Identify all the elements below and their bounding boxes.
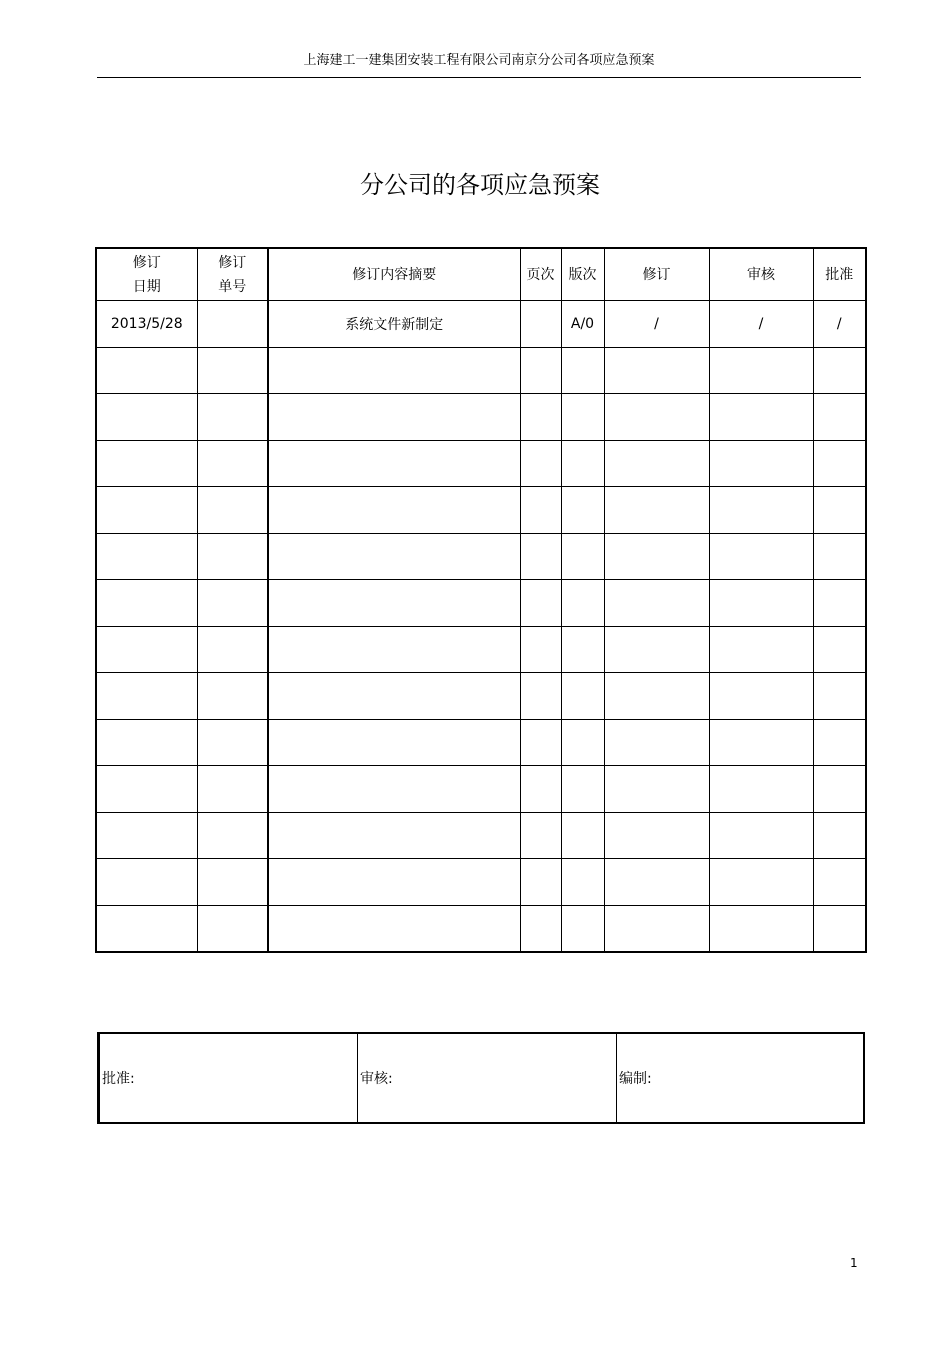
cell-revised — [604, 812, 709, 859]
cell-version — [561, 719, 604, 766]
header-page: 页次 — [520, 248, 561, 301]
cell-date — [96, 394, 197, 441]
cell-approved — [813, 580, 866, 627]
header-revision-order-no — [197, 248, 268, 301]
header-order-line1: 修订 — [218, 254, 247, 271]
cell-order-no — [197, 766, 268, 813]
table-row — [96, 347, 866, 394]
cell-reviewed — [709, 766, 813, 813]
cell-date — [96, 905, 197, 952]
cell-summary — [268, 347, 520, 394]
cell-revised — [604, 673, 709, 720]
cell-approved — [813, 766, 866, 813]
header-date-line1: 修订 — [132, 254, 161, 271]
cell-order-no — [197, 905, 268, 952]
signoff-approve: 批准: — [99, 1033, 358, 1123]
cell-page — [520, 580, 561, 627]
document-title: 分公司的各项应急预案 — [360, 171, 600, 199]
cell-reviewed — [709, 626, 813, 673]
cell-summary — [268, 487, 520, 534]
cell-summary — [268, 394, 520, 441]
cell-order-no — [197, 812, 268, 859]
cell-summary — [268, 673, 520, 720]
cell-reviewed: / — [709, 301, 813, 348]
header-date-line2: 日期 — [132, 278, 161, 295]
cell-revised — [604, 533, 709, 580]
cell-version — [561, 766, 604, 813]
table-row — [96, 626, 866, 673]
cell-page — [520, 812, 561, 859]
cell-version — [561, 347, 604, 394]
table-row — [96, 580, 866, 627]
cell-revised — [604, 440, 709, 487]
signoff-table — [97, 1032, 865, 1124]
cell-order-no — [197, 347, 268, 394]
table-row — [96, 301, 866, 348]
header-summary: 修订内容摘要 — [268, 248, 520, 301]
cell-reviewed — [709, 905, 813, 952]
signoff-review: 审核: — [358, 1033, 617, 1123]
table-row — [96, 719, 866, 766]
cell-revised — [604, 580, 709, 627]
cell-revised — [604, 487, 709, 534]
cell-order-no — [197, 719, 268, 766]
cell-order-no — [197, 440, 268, 487]
cell-order-no — [197, 533, 268, 580]
cell-reviewed — [709, 719, 813, 766]
header-reviewed: 审核 — [709, 248, 813, 301]
cell-reviewed — [709, 440, 813, 487]
table-row — [96, 440, 866, 487]
cell-revised: / — [604, 301, 709, 348]
cell-revised — [604, 347, 709, 394]
cell-summary — [268, 719, 520, 766]
cell-date — [96, 626, 197, 673]
table-row — [96, 859, 866, 906]
table-row — [96, 394, 866, 441]
cell-summary — [268, 440, 520, 487]
cell-date — [96, 347, 197, 394]
cell-date — [96, 719, 197, 766]
table-row — [96, 905, 866, 952]
cell-summary — [268, 905, 520, 952]
cell-date: 2013/5/28 — [96, 301, 197, 348]
cell-summary — [268, 533, 520, 580]
cell-summary — [268, 626, 520, 673]
cell-revised — [604, 766, 709, 813]
cell-date — [96, 533, 197, 580]
table-row — [96, 766, 866, 813]
cell-approved — [813, 394, 866, 441]
cell-revised — [604, 394, 709, 441]
cell-approved — [813, 626, 866, 673]
cell-order-no — [197, 487, 268, 534]
cell-revised — [604, 626, 709, 673]
cell-version — [561, 440, 604, 487]
cell-summary — [268, 859, 520, 906]
cell-page — [520, 673, 561, 720]
page-number: 1 — [850, 1256, 858, 1270]
cell-date — [96, 812, 197, 859]
cell-order-no — [197, 394, 268, 441]
cell-version — [561, 812, 604, 859]
table-row — [96, 812, 866, 859]
cell-summary — [268, 580, 520, 627]
cell-approved — [813, 440, 866, 487]
cell-revised — [604, 719, 709, 766]
cell-reviewed — [709, 533, 813, 580]
cell-page — [520, 301, 561, 348]
cell-approved — [813, 673, 866, 720]
cell-approved: / — [813, 301, 866, 348]
cell-revised — [604, 905, 709, 952]
cell-approved — [813, 719, 866, 766]
cell-approved — [813, 859, 866, 906]
cell-version — [561, 533, 604, 580]
cell-approved — [813, 487, 866, 534]
cell-reviewed — [709, 347, 813, 394]
cell-order-no — [197, 673, 268, 720]
cell-reviewed — [709, 394, 813, 441]
signoff-compile: 编制: — [617, 1033, 864, 1123]
header-version: 版次 — [561, 248, 604, 301]
cell-page — [520, 487, 561, 534]
cell-approved — [813, 533, 866, 580]
cell-date — [96, 440, 197, 487]
cell-page — [520, 766, 561, 813]
cell-page — [520, 394, 561, 441]
cell-summary — [268, 766, 520, 813]
header-revised: 修订 — [604, 248, 709, 301]
signoff-row — [99, 1033, 864, 1123]
cell-page — [520, 347, 561, 394]
cell-approved — [813, 905, 866, 952]
cell-date — [96, 487, 197, 534]
cell-page — [520, 626, 561, 673]
cell-approved — [813, 347, 866, 394]
cell-version — [561, 394, 604, 441]
table-row — [96, 673, 866, 720]
cell-reviewed — [709, 673, 813, 720]
cell-page — [520, 719, 561, 766]
cell-approved — [813, 812, 866, 859]
revision-history-table — [95, 247, 867, 953]
cell-page — [520, 859, 561, 906]
cell-summary — [268, 812, 520, 859]
header-rule — [97, 77, 861, 78]
cell-order-no — [197, 626, 268, 673]
table-header-row — [96, 248, 866, 301]
cell-version — [561, 859, 604, 906]
cell-order-no — [197, 301, 268, 348]
header-approved: 批准 — [813, 248, 866, 301]
cell-version — [561, 580, 604, 627]
cell-reviewed — [709, 487, 813, 534]
running-header: 上海建工一建集团安装工程有限公司南京分公司各项应急预案 — [303, 53, 655, 68]
cell-order-no — [197, 859, 268, 906]
cell-reviewed — [709, 812, 813, 859]
header-order-line2: 单号 — [218, 278, 247, 295]
table-row — [96, 533, 866, 580]
cell-reviewed — [709, 859, 813, 906]
cell-version: A/0 — [561, 301, 604, 348]
header-revision-date — [96, 248, 197, 301]
cell-version — [561, 626, 604, 673]
table-row — [96, 487, 866, 534]
cell-page — [520, 440, 561, 487]
cell-date — [96, 673, 197, 720]
cell-date — [96, 580, 197, 627]
cell-page — [520, 533, 561, 580]
cell-summary: 系统文件新制定 — [268, 301, 520, 348]
cell-order-no — [197, 580, 268, 627]
cell-version — [561, 673, 604, 720]
cell-date — [96, 859, 197, 906]
cell-version — [561, 905, 604, 952]
cell-page — [520, 905, 561, 952]
cell-revised — [604, 859, 709, 906]
cell-reviewed — [709, 580, 813, 627]
cell-date — [96, 766, 197, 813]
cell-version — [561, 487, 604, 534]
